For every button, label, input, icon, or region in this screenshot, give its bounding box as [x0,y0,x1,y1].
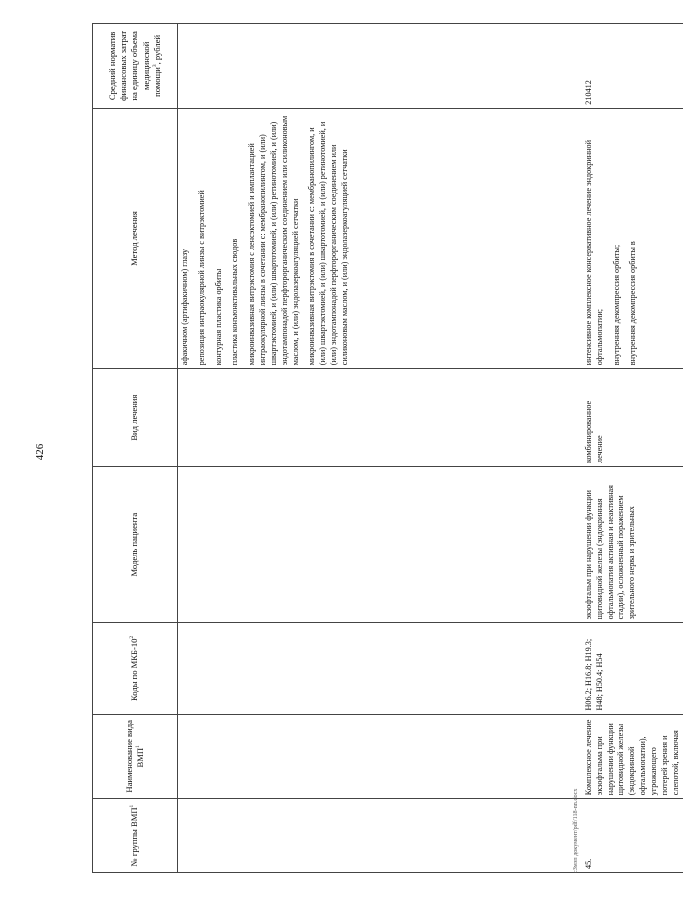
table-row-45 [582,24,683,873]
header-group-number: № группы ВМП$^1$ [93,799,178,873]
cell-vmp-name: Комплексное лечение экзофтальма при нарушении функции щитовидной железы (эндокринной офтальмопатии), угрожающего потерей зрения и слепотой, включая [582,714,683,799]
method-item: пластика конъюнктивальных сводов [230,238,240,366]
rotated-page-content [92,23,680,873]
cell-continued-methods [178,108,583,369]
cell-treatment-type: комбинированное лечение [582,369,683,467]
cell-patient-model: экзофтальм при нарушении функции щитовидной железы (эндокринная офтальмопатия активная и неактивная стадии), осложненный поражением зрительного нерва и зрительных [582,467,683,623]
cell-icd-codes: H06.2; H16.8; H19.3; H48; H50.4; H54 [582,623,683,714]
page-number: 426 [34,443,46,461]
cell-empty [178,799,583,873]
cell-treatment-methods [582,108,683,369]
method-item: внутренняя декомпрессия орбиты; [611,244,621,366]
method-item: микроинвазивная витрэктомия с ленсэктомией и имплантацией интраокулярной линзы в сочетании с: мембранопилингом, и (или) швартэктомией, и (или) швартотомией, и (или) ретинотомией, и (или) эндотампонадой перфторорганическим соединением или силиконовым маслом, и (или) эндолазеркоагуляцией сетчатки [247,115,300,366]
header-treatment-method: Метод лечения [93,108,178,369]
vmp-table [92,23,683,873]
cell-average-cost: 210412 [582,24,683,109]
table-header-row [93,24,178,873]
method-item: контурная пластика орбиты [213,268,223,366]
header-patient-model: Модель пациента [93,467,178,623]
header-treatment-type: Вид лечения [93,369,178,467]
cell-empty [178,24,583,109]
method-item: репозиция интраокулярной линзы с витрэктомией [196,190,206,366]
cell-row-number: 45. [582,799,683,873]
header-average-cost: Средний норматив финансовых затрат на единицу объема медицинской помощи$^3$, рублей [93,24,178,109]
cell-empty [178,623,583,714]
method-item: микроинвазивная витрэктомия в сочетании с: мембранопилингом, и (или) швартэктомией, и (или) швартотомией, и (или) ретинотомией, и (или) эндотампонадой перфторорганическим соединением или силиконовым маслом, и (или) эндолазеркоагуляцией сетчатки [307,121,349,366]
cell-empty [178,467,583,623]
cell-empty [178,369,583,467]
header-vmp-name: Наименование вида ВМП$^1$ [93,714,178,799]
method-item: афакичном (артифакичном) глазу [180,248,189,366]
document-footer: сЗмзп документ/pdf/118-nn.docx [572,788,579,873]
method-item: интенсивное комплексное консервативное лечение эндокринной офтальмопатии; [584,140,604,366]
method-item: внутренняя декомпрессия орбиты в [628,241,638,366]
table-row-continued [178,24,583,873]
header-icd-codes: Коды по МКБ-$10^2$ [93,623,178,714]
cell-empty [178,714,583,799]
